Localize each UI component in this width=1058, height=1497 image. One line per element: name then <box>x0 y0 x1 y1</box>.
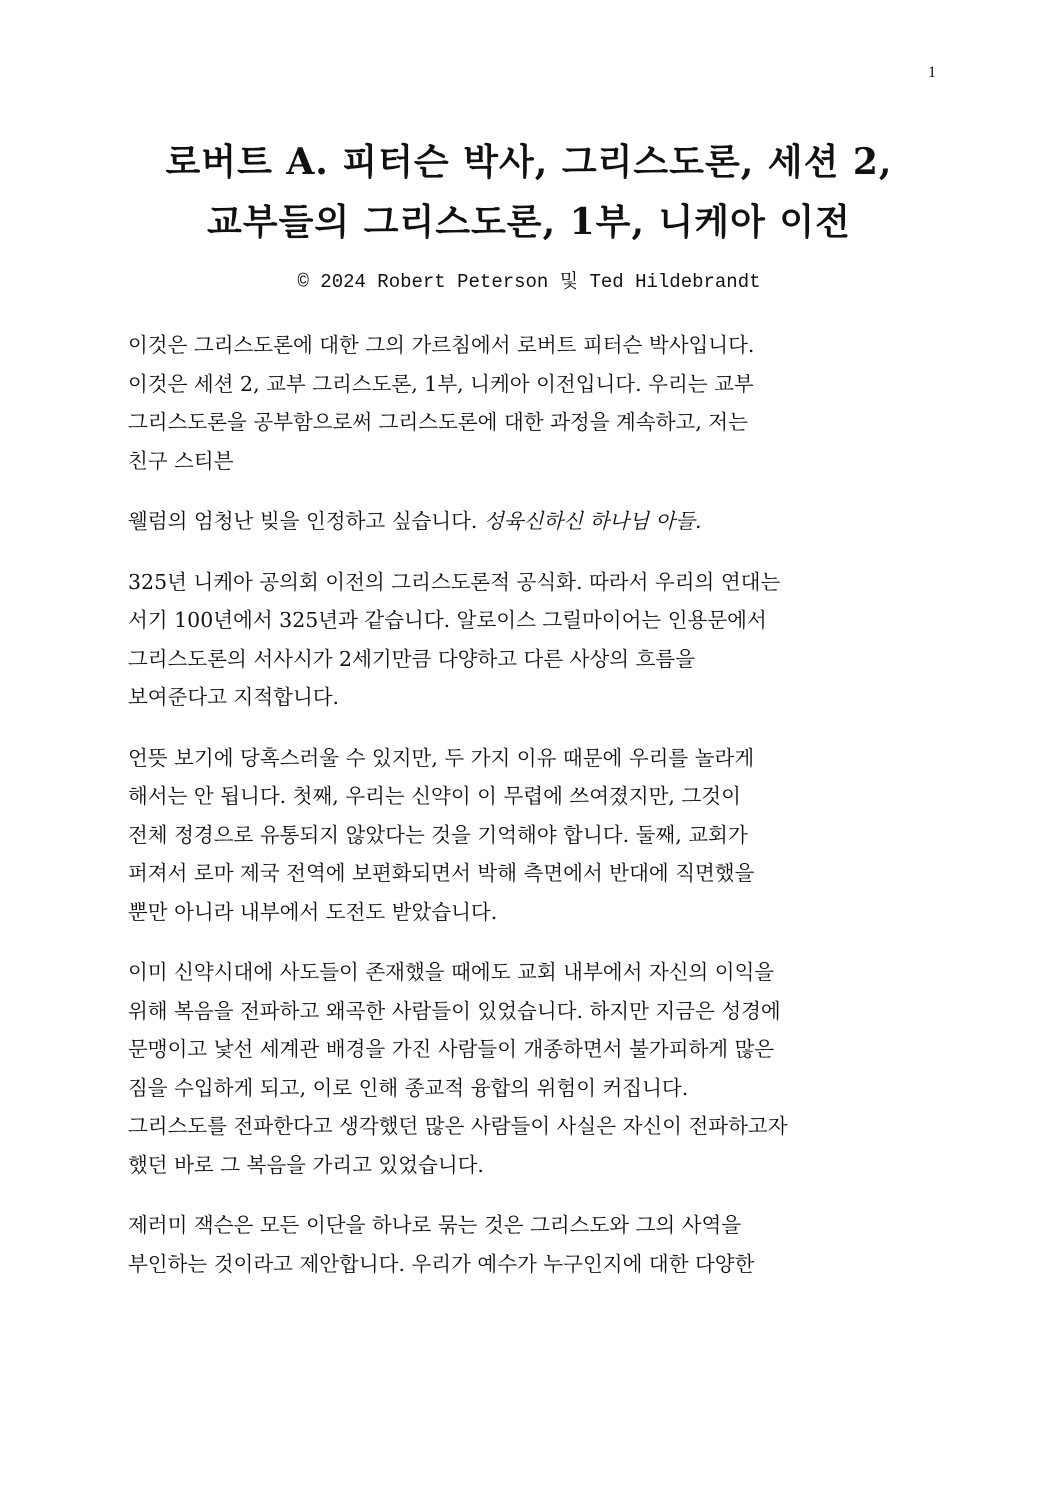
text-line: 했던 바로 그 복음을 가리고 있었습니다. <box>128 1152 484 1177</box>
page-number: 1 <box>928 64 936 81</box>
text-line: 친구 스티븐 <box>128 448 234 473</box>
text-line: 전체 정경으로 유통되지 않았다는 것을 기억해야 합니다. 둘째, 교회가 <box>128 822 748 847</box>
paragraph-text: 웰럼의 엄청난 빚을 인정하고 싶습니다. <box>128 509 478 533</box>
text-line: 이미 신약시대에 사도들이 존재했을 때에도 교회 내부에서 자신의 이익을 <box>128 960 775 984</box>
document-title <box>60 132 998 252</box>
text-line: 그리스도론의 서사시가 2세기만큼 다양하고 다른 사상의 흐름을 <box>128 646 696 671</box>
paragraph-6 <box>128 1206 928 1283</box>
text-line: 서기 100년에서 325년과 같습니다. 알로이스 그릴마이어는 인용문에서 <box>128 608 767 632</box>
text-line: 325년 니케아 공의회 이전의 그리스도론적 공식화. 따라서 우리의 연대는 <box>128 569 781 594</box>
title-line-1: 로버트 A. 피터슨 박사, 그리스도론, 세션 2, <box>165 141 893 183</box>
text-line: 보여준다고 지적합니다. <box>128 685 340 709</box>
text-line: 퍼져서 로마 제국 전역에 보편화되면서 박해 측면에서 반대에 직면했을 <box>128 861 755 885</box>
text-line: 문맹이고 낯선 세계관 배경을 가진 사람들이 개종하면서 불가피하게 많은 <box>128 1037 775 1061</box>
text-line: 제러미 잭슨은 모든 이단을 하나로 묶는 것은 그리스도와 그의 사역을 <box>128 1213 742 1237</box>
text-line: 이것은 세션 2, 교부 그리스도론, 1부, 니케아 이전입니다. 우리는 교부 <box>128 371 754 396</box>
paragraph-3 <box>128 563 928 717</box>
text-line: 부인하는 것이라고 제안합니다. 우리가 예수가 누구인지에 대한 다양한 <box>128 1251 755 1276</box>
paragraph-2 <box>128 502 928 541</box>
paragraph-5 <box>128 953 928 1184</box>
text-line: 그리스도를 전파한다고 생각했던 많은 사람들이 사실은 자신이 전파하고자 <box>128 1114 788 1138</box>
text-line: 언뜻 보기에 당혹스러울 수 있지만, 두 가지 이유 때문에 우리를 놀라게 <box>128 745 755 770</box>
text-line: 뿐만 아니라 내부에서 도전도 받았습니다. <box>128 899 498 924</box>
text-line: 이것은 그리스도론에 대한 그의 가르침에서 로버트 피터슨 박사입니다. <box>128 333 755 357</box>
book-title-italic: 성육신하신 하나님 아들. <box>483 509 702 533</box>
document-body <box>128 326 928 1305</box>
text-line: 그리스도론을 공부함으로써 그리스도론에 대한 과정을 계속하고, 저는 <box>128 410 748 434</box>
text-line: 짐을 수입하게 되고, 이로 인해 종교적 융합의 위험이 커집니다. <box>128 1075 689 1100</box>
copyright-line: © 2024 Robert Peterson 및 Ted Hildebrandt <box>297 271 761 293</box>
text-line: 위해 복음을 전파하고 왜곡한 사람들이 있었습니다. 하지만 지금은 성경에 <box>128 998 781 1023</box>
paragraph-4 <box>128 739 928 932</box>
text-line <box>128 502 928 541</box>
title-line-2: 교부들의 그리스도론, 1부, 니케아 이전 <box>207 201 851 243</box>
text-line: 해서는 안 됩니다. 첫째, 우리는 신약이 이 무렵에 쓰여졌지만, 그것이 <box>128 784 741 808</box>
paragraph-1 <box>128 326 928 480</box>
